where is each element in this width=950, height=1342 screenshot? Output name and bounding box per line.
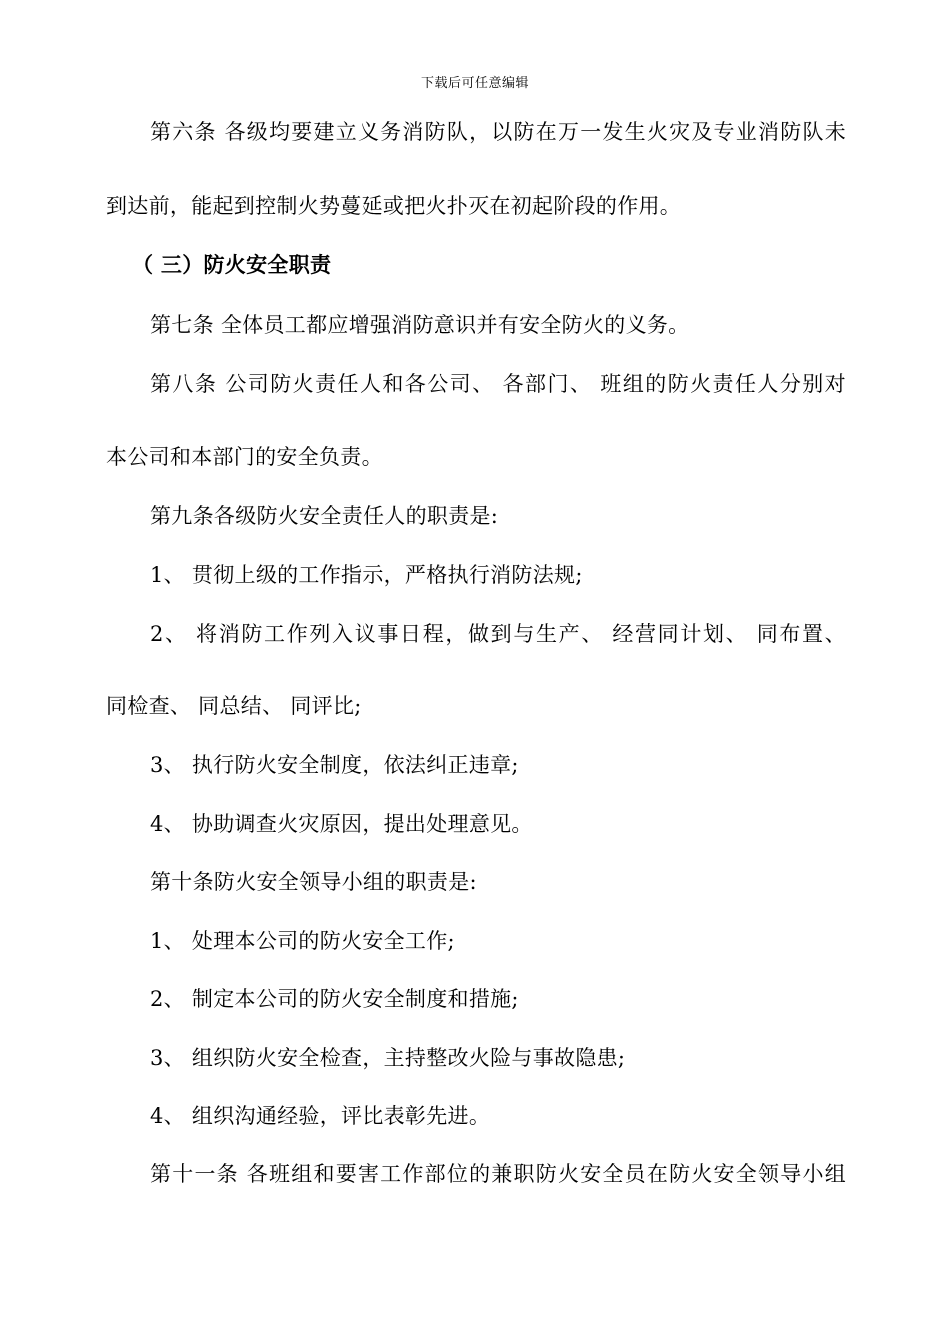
page-header: 下载后可任意编辑 (420, 76, 529, 91)
paragraph-article-9: 第九条各级防火安全责任人的职责是: (150, 504, 499, 528)
list-item: 2、 制定本公司的防火安全制度和措施; (150, 987, 519, 1011)
list-item: 3、 执行防火安全制度，依法纠正违章; (150, 753, 519, 777)
list-item: 3、 组织防火安全检查，主持整改火险与事故隐患; (150, 1046, 626, 1070)
list-item: 4、 协助调查火灾原因，提出处理意见。 (150, 812, 533, 836)
section-heading: （ 三）防火安全职责 (132, 252, 332, 277)
list-item: 2、 将消防工作列入议事日程，做到与生产、 经营同计划、 同布置、 (150, 622, 846, 646)
paragraph-article-6: 第六条 各级均要建立义务消防队，以防在万一发生火灾及专业消防队未 (150, 120, 846, 144)
paragraph-article-6-cont: 到达前，能起到控制火势蔓延或把火扑灭在初起阶段的作用。 (106, 194, 682, 218)
paragraph-article-11: 第十一条 各班组和要害工作部位的兼职防火安全员在防火安全领导小组 (150, 1162, 846, 1186)
paragraph-article-8: 第八条 公司防火责任人和各公司、 各部门、 班组的防火责任人分别对 (150, 372, 846, 396)
list-item-cont: 同检查、 同总结、 同评比; (106, 694, 362, 718)
paragraph-article-10: 第十条防火安全领导小组的职责是: (150, 870, 477, 894)
list-item: 1、 贯彻上级的工作指示，严格执行消防法规; (150, 563, 583, 587)
paragraph-article-7: 第七条 全体员工都应增强消防意识并有安全防火的义务。 (150, 313, 690, 337)
list-item: 4、 组织沟通经验，评比表彰先进。 (150, 1104, 491, 1128)
paragraph-article-8-cont: 本公司和本部门的安全负责。 (106, 445, 383, 469)
list-item: 1、 处理本公司的防火安全工作; (150, 929, 455, 953)
